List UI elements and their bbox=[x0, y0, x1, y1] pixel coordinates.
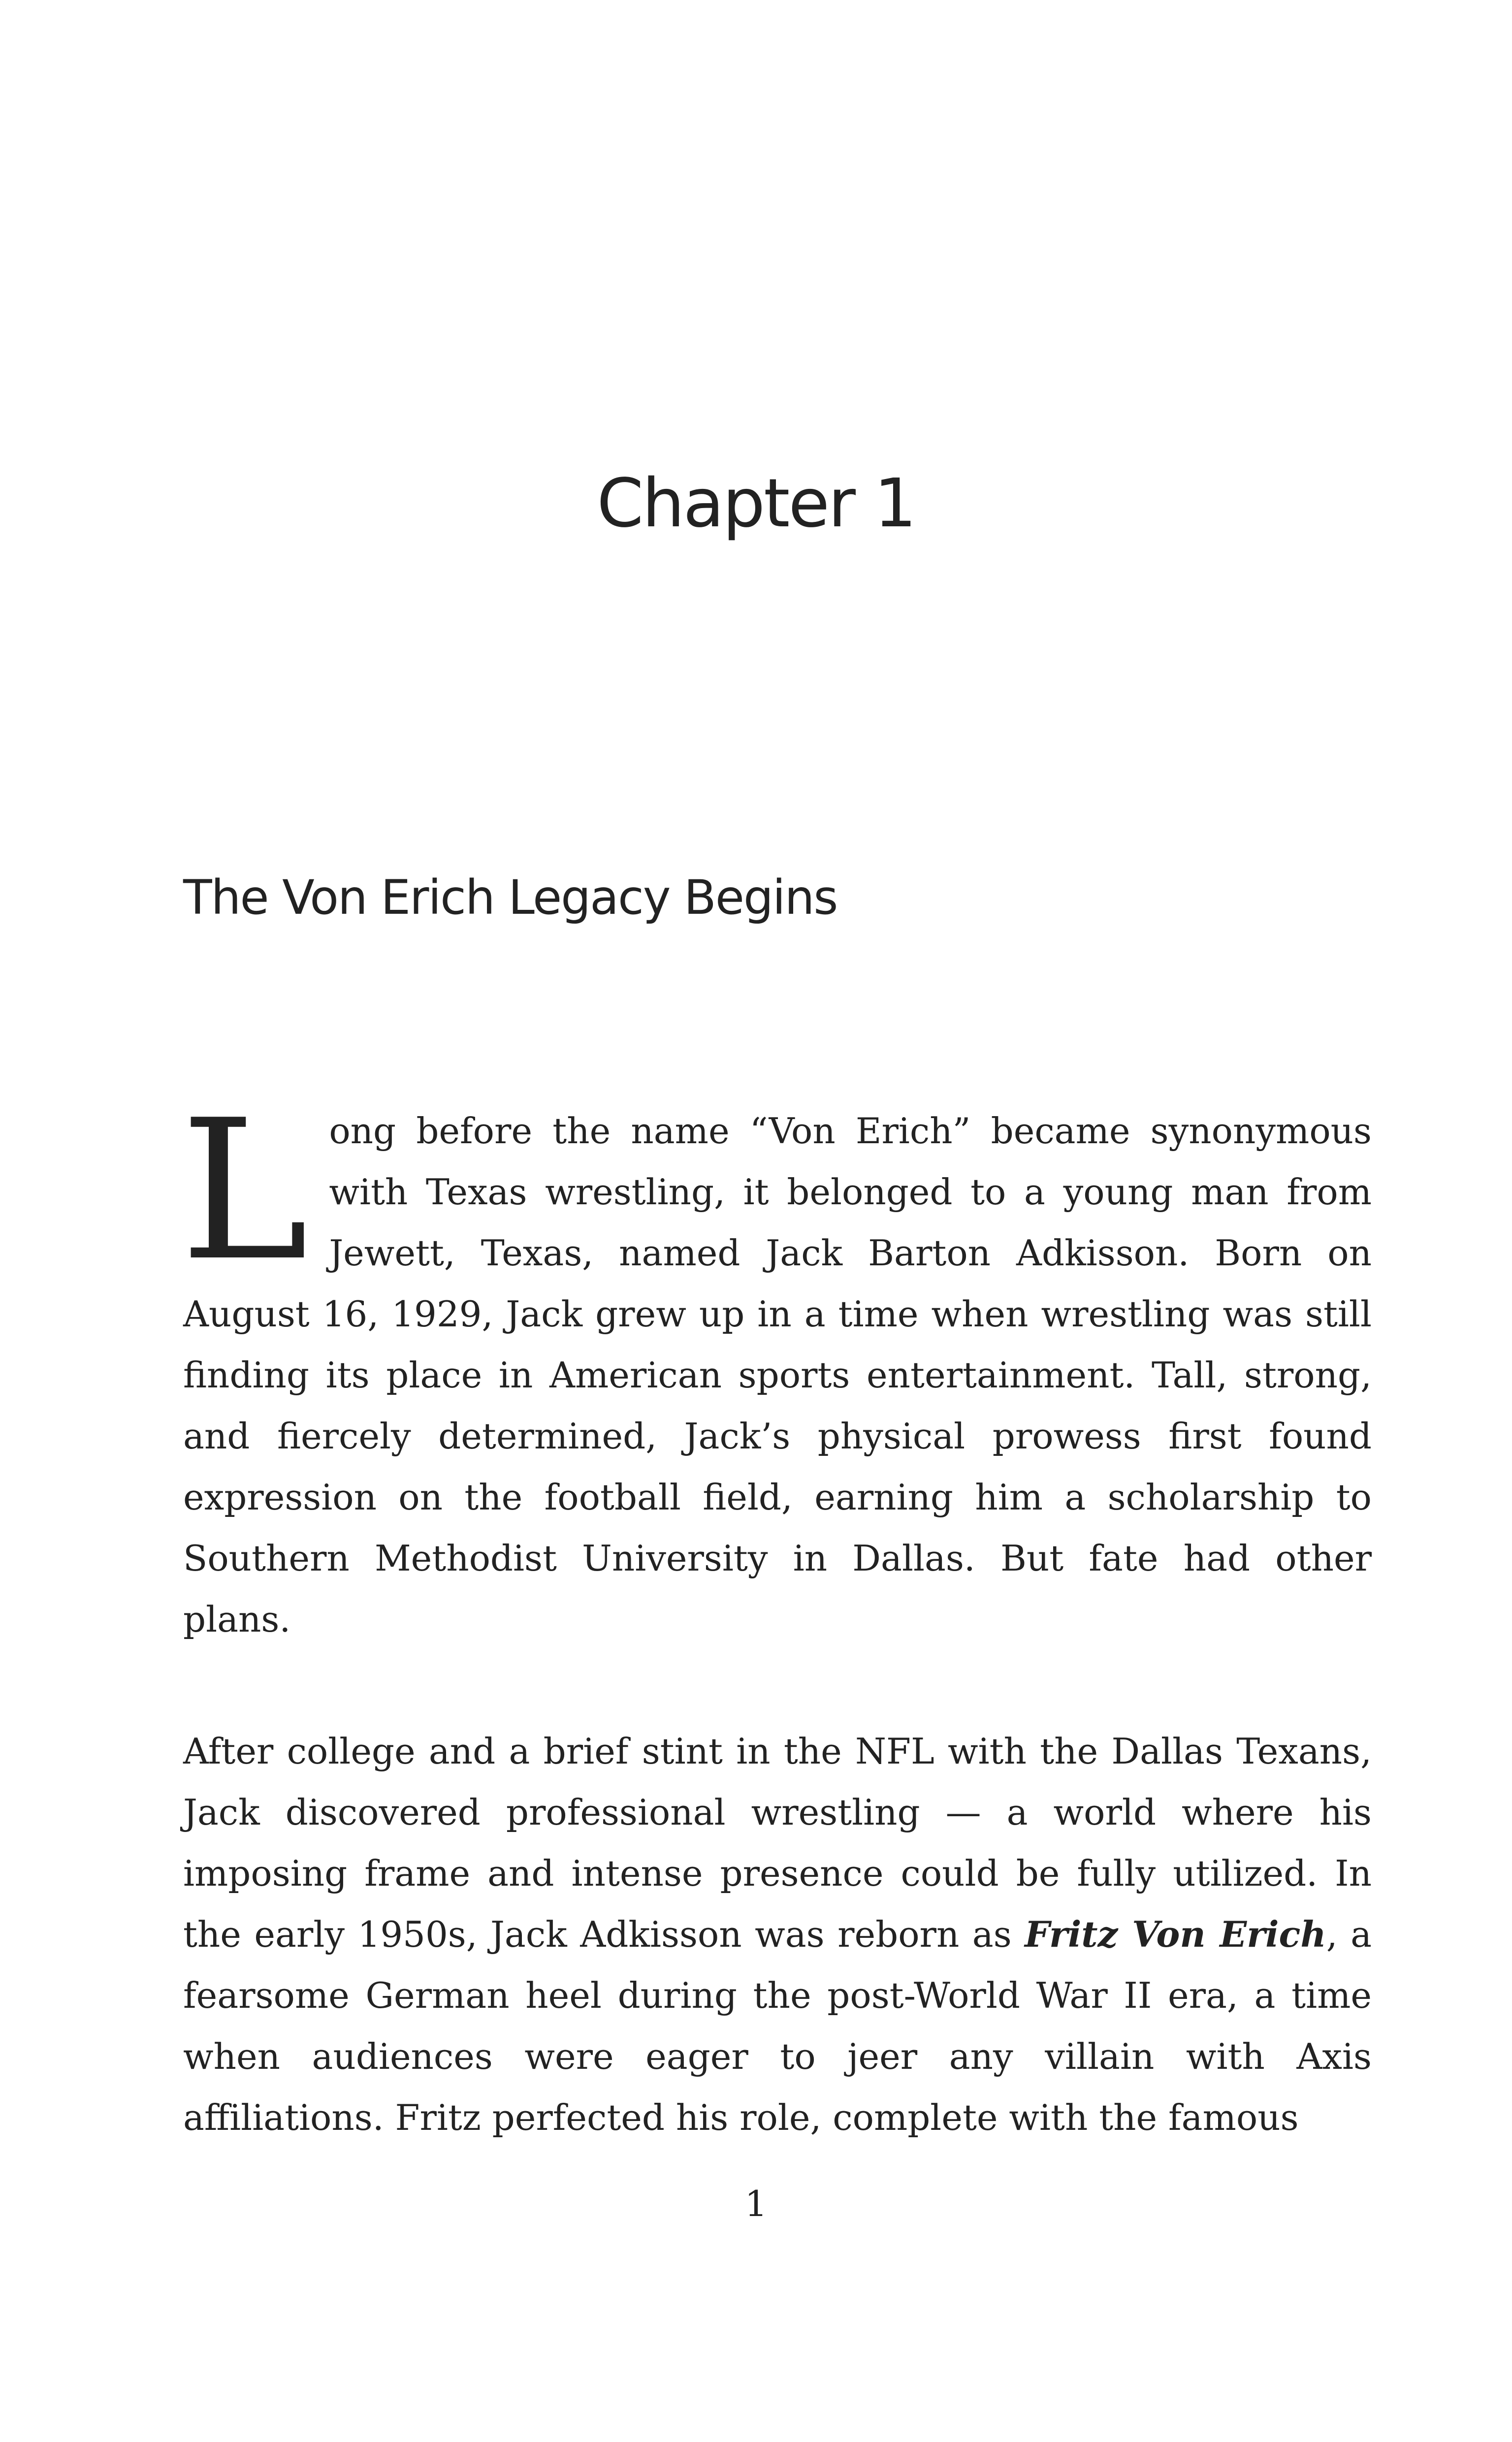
paragraph-2-text-after: , a fearsome German heel during the post-World War II era, a time when audiences were eager to jeer any villain with Axis affiliations. Fritz perfected his role, complete with the famous bbox=[183, 1914, 1372, 2138]
chapter-title: Chapter 1 bbox=[597, 465, 915, 543]
paragraph-2 bbox=[183, 1721, 1372, 2148]
page-number: 1 bbox=[744, 2183, 768, 2224]
emphasized-name: Fritz Von Erich bbox=[1025, 1913, 1326, 1955]
paragraph-1 bbox=[180, 1079, 1372, 1650]
paragraph-1-text: ong before the name “Von Erich” became synonymous with Texas wrestling, it belonged to a young man from Jewett, Texas, named Jack Barton Adkisson. Born on August 16, 1929, Jack grew up in a time when wrestling was still finding its place in American sports entertainment. Tall, strong, and fiercely determined, Jack’s physical prowess first found expression on the football field, earning him a scholarship to Southern Methodist University in Dallas. But fate had other plans. bbox=[183, 1110, 1372, 1640]
section-heading: The Von Erich Legacy Begins bbox=[183, 870, 837, 925]
drop-cap: L bbox=[180, 1079, 309, 1303]
paragraph-2-text-before: After college and a brief stint in the NFL with the Dallas Texans, Jack discovered professional wrestling — a world where his imposing frame and intense presence could be fully utilized. In the early 1950s, Jack Adkisson was reborn as bbox=[183, 1731, 1372, 1955]
